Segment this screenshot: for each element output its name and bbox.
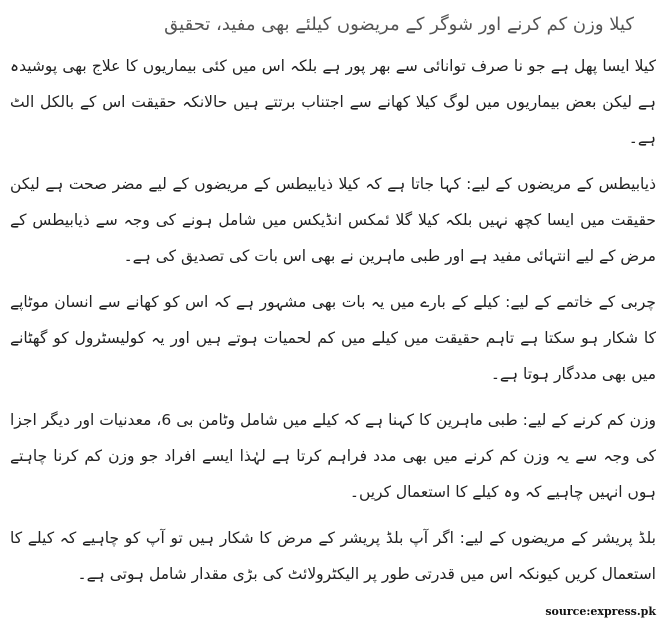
paragraph-weight-loss: وزن کم کرنے کے لیے: طبی ماہرین کا کہنا ہے کہ کیلے میں شامل وٹامن بی 6، معدنیات اور دیگر اجزا کی وجہ سے یہ وزن کم کرنے میں بھی مدد فراہم کرتا ہے لہٰذا ایسے افراد جو وزن کم کرنا چاہتے ہوں انہیں چاہیے کہ وہ کیلے کا استعمال کریں۔ [10,411,656,501]
source-credit: source:express.pk [545,605,656,618]
paragraph-fat: چربی کے خاتمے کے لیے: کیلے کے بارے میں یہ بات بھی مشہور ہے کہ اس کو کھانے سے انسان موٹاپے کا شکار ہو سکتا ہے تاہم حقیقت میں کیلے میں کم لحمیات ہوتے ہیں اور یہ کولیسٹرول کو گھٹانے میں بھی مددگار ہوتا ہے۔ [10,293,656,383]
paragraph-diabetes: ذیابیطس کے مریضوں کے لیے: کہا جاتا ہے کہ کیلا ذیابیطس کے مریضوں کے لیے مضر صحت ہے لیکن حقیقت میں ایسا کچھ نہیں بلکہ کیلا گلا ئمکس انڈیکس میں شامل ہونے کی وجہ سے ذیابیطس کے مرض کے لیے انتہائی مفید ہے اور طبی ماہرین نے بھی اس بات کی تصدیق کی ہے۔ [10,175,656,265]
paragraph-intro: کیلا ایسا پھل ہے جو نا صرف توانائی سے بھر پور ہے بلکہ اس میں کئی بیماریوں کا علاج بھی پوشیدہ ہے لیکن بعض بیماریوں میں لوگ کیلا کھانے سے اجتناب برتتے ہیں حالانکہ حقیقت اس کے بالکل الٹ ہے۔ [10,57,656,147]
article-title: کیلا وزن کم کرنے اور شوگر کے مریضوں کیلئے بھی مفید، تحقیق [164,14,634,35]
paragraph-blood-pressure: بلڈ پریشر کے مریضوں کے لیے: اگر آپ بلڈ پریشر کے مرض کا شکار ہیں تو آپ کو چاہیے کہ کیلے کا استعمال کریں کیونکہ اس میں قدرتی طور پر الیکٹرولائٹ کی بڑی مقدار شامل ہوتی ہے۔ [10,529,656,583]
